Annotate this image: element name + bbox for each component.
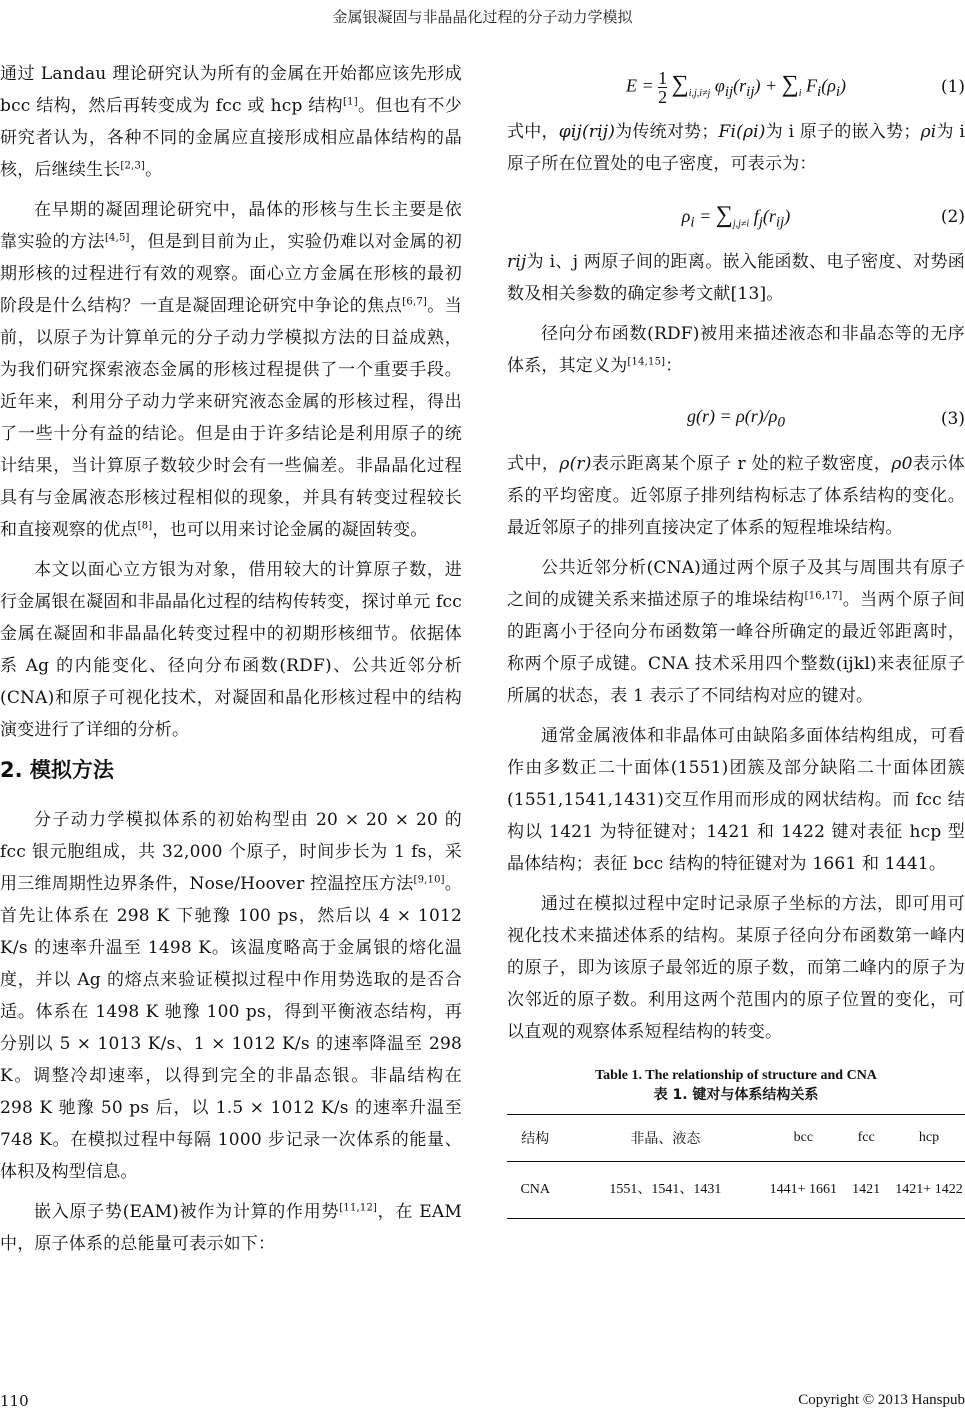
copyright-notice: Copyright © 2013 Hanspub: [798, 1392, 965, 1408]
table-header-row: [507, 1115, 965, 1162]
citation[interactable]: [6,7]: [402, 296, 428, 308]
table-header-cell: 非晶、液态: [630, 1132, 701, 1147]
citation[interactable]: [2,3]: [120, 160, 146, 172]
paragraph-eq3-explain: 式中，ρ(r)表示距离某个原子 r 处的粒子数密度，ρ0表示体系的平均密度。近邻原子排列结构标志了体系结构的变化。最近邻原子的排列直接决定了体系的短程堆垛结构。: [507, 454, 965, 538]
equation-number: (2): [940, 207, 965, 227]
equation-1: E = $\frac{1}{2}$ $\sum_{i,j,i\ne j}$ $\varphi_{ij}(r_{ij}) + \sum_i$ $F_i(\rho_i)$ (1): [625, 67, 965, 107]
table-header-cell: hcp: [918, 1130, 940, 1145]
running-header: 金属银凝固与非晶晶化过程的分子动力学模拟: [332, 8, 633, 26]
table-cell: 1421: [852, 1182, 881, 1197]
table-header-cell: bcc: [793, 1130, 814, 1145]
section-heading: 2. 模拟方法: [0, 758, 114, 782]
right-column: [507, 58, 965, 1219]
paragraph-early-research: 在早期的凝固理论研究中，晶体的形核与生长主要是依靠实验的方法[4,5]，但是到目前为止，实验仍难以对金属的初期形核的过程进行有效的观察。面心立方金属在形核的最初阶段是什么结构？一直是凝固理论研究中争论的焦点[6,7]。当前，以原子为计算单元的分子动力学模拟方法的日益成熟，为我们研究探索液态金属的形核过程提供了一个重要手段。近年来，利用分子动力学来研究液态金属的形核过程，得出了一些十分有益的结论。但是由于许多结论是利用原子的统计结果，当计算原子数较少时会有一些偏差。非晶晶化过程具有与金属液态形核过程相似的现象，并具有转变过程较长和直接观察的优点[8]，也可以用来讨论金属的凝固转变。: [0, 200, 462, 540]
equation-2: $\rho_i = \sum_{j,j\ne i}$ $f_j(r_{ij})$ (2): [681, 202, 965, 231]
paragraph-structures: 通常金属液体和非晶体可由缺陷多面体结构组成，可看作由多数正二十面体(1551)团簇及部分缺陷二十面体团簇(1551,1541,1431)交互作用而形成的网状结构。而 fcc 结构以 1421 为特征键对；1421 和 1422 键对表征 hcp 型晶体结构；表征 bcc 结构的特征键对为 1661 和 1441。: [507, 726, 965, 874]
citation[interactable]: [9,10]: [413, 874, 445, 886]
citation[interactable]: [1]: [343, 96, 358, 108]
table-cell: CNA: [520, 1182, 550, 1197]
citation[interactable]: [4,5]: [104, 232, 130, 244]
page-number: 110: [0, 1392, 29, 1410]
table-row: [507, 1162, 965, 1219]
table-cell: 1441+ 1661: [769, 1182, 838, 1197]
table-caption-en: Table 1. The relationship of structure and CNA: [595, 1068, 877, 1083]
citation[interactable]: [14,15]: [627, 356, 666, 368]
cna-table: [507, 1114, 965, 1219]
table-caption-cn: 表 1. 键对与体系结构关系: [653, 1087, 819, 1103]
paragraph-visualization: 通过在模拟过程中定时记录原子坐标的方法，即可用可视化技术来描述体系的结构。某原子径向分布函数第一峰内的原子，即为该原子最邻近的原子数，而第二峰内的原子为次邻近的原子数。利用这两个范围内的原子位置的变化，可以直观的观察体系短程结构的转变。: [507, 894, 965, 1042]
left-column: [0, 58, 462, 1268]
table-cell: 1421+ 1422: [895, 1182, 963, 1197]
paragraph-eam: 嵌入原子势(EAM)被作为计算的作用势[11,12]，在 EAM 中，原子体系的总能量可表示如下：: [0, 1202, 462, 1254]
paragraph-cna: 公共近邻分析(CNA)通过两个原子及其与周围共有原子之间的成键关系来描述原子的堆垛结构[16,17]。当两个原子间的距离小于径向分布函数第一峰谷所确定的最近邻距离时，称两个原子成键。CNA 技术采用四个整数(ijkl)来表征原子所属的状态，表 1 表示了不同结构对应的键对。: [507, 558, 965, 706]
equation-number: (3): [940, 409, 965, 429]
paragraph-intro-continuation: 通过 Landau 理论研究认为所有的金属在开始都应该先形成 bcc 结构，然后再转变成为 fcc 或 hcp 结构[1]。但也有不少研究者认为，各种不同的金属应直接形成相应晶体结构的晶核，后继续生长[2,3]。: [0, 64, 462, 180]
paragraph-this-work: 本文以面心立方银为对象，借用较大的计算原子数，进行金属银在凝固和非晶晶化过程的结构传转变，探讨单元 fcc 金属在凝固和非晶晶化转变过程中的初期形核细节。依据体系 Ag 的内能变化、径向分布函数(RDF)、公共近邻分析(CNA)和原子可视化技术，对凝固和晶化形核过程中的结构演变进行了详细的分析。: [0, 560, 462, 740]
paragraph-simulation-setup: 分子动力学模拟体系的初始构型由 20 × 20 × 20 的 fcc 银元胞组成，共 32,000 个原子，时间步长为 1 fs，采用三维周期性边界条件，Nose/Hoover 控温控压方法[9,10]。首先让体系在 298 K 下驰豫 100 ps，然后以 4 × 1012 K/s 的速率升温至 1498 K。该温度略高于金属银的熔化温度，并以 Ag 的熔点来验证模拟过程中作用势选取的是否合适。体系在 1498 K 驰豫 100 ps，得到平衡液态结构，再分别以 5 × 1013 K/s、1 × 1012 K/s 的速率降温至 298 K。调整冷却速率，以得到完全的非晶态银。非晶结构在 298 K 驰豫 50 ps 后，以 1.5 × 1012 K/s 的速率升温至 748 K。在模拟过程中每隔 1000 步记录一次体系的能量、体积及构型信息。: [0, 810, 462, 1182]
citation[interactable]: [16,17]: [804, 590, 843, 602]
paragraph-eq1-explain: 式中，φij(rij)为传统对势；Fi(ρi)为 i 原子的嵌入势；ρi为 i 原子所在位置处的电子密度，可表示为：: [507, 122, 965, 174]
paragraph-rdf: 径向分布函数(RDF)被用来描述液态和非晶态等的无序体系，其定义为[14,15]：: [507, 324, 965, 376]
table-cell: 1551、1541、1431: [609, 1182, 722, 1197]
table-header-cell: 结构: [521, 1132, 550, 1147]
equation-3: $g(r) = \rho(r)/\rho_0$ (3): [687, 406, 965, 431]
equation-number: (1): [940, 77, 965, 97]
citation[interactable]: [11,12]: [339, 1202, 378, 1214]
citation[interactable]: [8]: [137, 520, 153, 532]
table-header-cell: fcc: [857, 1130, 875, 1145]
paragraph-eq2-explain: rij为 i、j 两原子间的距离。嵌入能函数、电子密度、对势函数及相关参数的确定参考文献[13]。: [507, 252, 965, 304]
